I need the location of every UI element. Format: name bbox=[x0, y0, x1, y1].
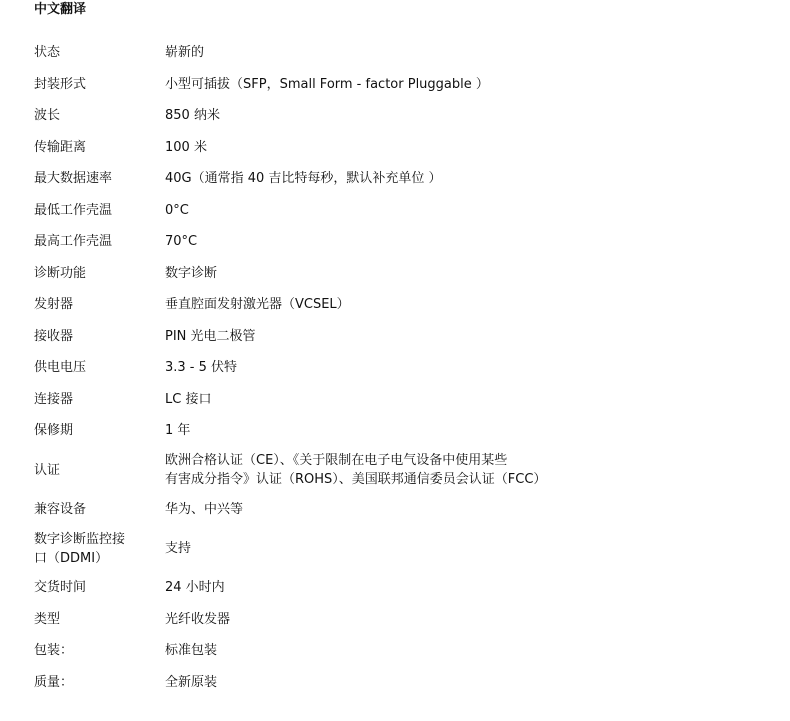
spec-value: 0°C bbox=[165, 202, 189, 218]
spec-value: LC 接口 bbox=[165, 391, 212, 407]
spec-row-diagnostics bbox=[34, 258, 774, 290]
spec-row-wavelength bbox=[34, 100, 774, 132]
spec-key: 兼容设备 bbox=[34, 501, 87, 517]
spec-table bbox=[34, 37, 774, 698]
spec-value: 小型可插拔（SFP，Small Form - factor Pluggable ） bbox=[165, 76, 489, 92]
spec-key: 最低工作壳温 bbox=[34, 202, 113, 218]
spec-row-compatibility bbox=[34, 494, 774, 526]
spec-key: 传输距离 bbox=[34, 139, 87, 155]
spec-value: 全新原装 bbox=[165, 674, 218, 690]
spec-value: 支持 bbox=[165, 541, 192, 556]
spec-row-min-temp bbox=[34, 195, 774, 227]
spec-value: 40G（通常指 40 吉比特每秒，默认补充单位 ） bbox=[165, 171, 442, 187]
spec-row-form-factor bbox=[34, 69, 774, 101]
spec-value: 崭新的 bbox=[165, 45, 205, 61]
spec-key: 交货时间 bbox=[34, 580, 87, 596]
spec-key: 最大数据速率 bbox=[34, 171, 113, 187]
spec-key: 类型 bbox=[34, 611, 61, 627]
spec-row-max-temp bbox=[34, 226, 774, 258]
spec-row-delivery bbox=[34, 572, 774, 604]
spec-key: 最高工作壳温 bbox=[34, 234, 113, 250]
spec-key: 包装： bbox=[34, 643, 74, 659]
spec-row-transmitter bbox=[34, 289, 774, 321]
spec-value: 1 年 bbox=[165, 423, 191, 439]
spec-value: 华为、中兴等 bbox=[165, 501, 244, 517]
spec-key: 供电电压 bbox=[34, 360, 87, 376]
spec-value-line: 欧洲合格认证（CE）、《关于限制在电子电气设备中使用某些 bbox=[165, 453, 508, 468]
spec-row-voltage bbox=[34, 352, 774, 384]
spec-value: 100 米 bbox=[165, 139, 207, 155]
spec-key: 状态 bbox=[34, 45, 61, 61]
spec-value: PIN 光电二极管 bbox=[165, 328, 256, 344]
spec-value: 标准包装 bbox=[165, 643, 218, 659]
spec-row-packaging bbox=[34, 635, 774, 667]
spec-row-warranty bbox=[34, 415, 774, 447]
spec-key: 波长 bbox=[34, 108, 61, 124]
spec-value bbox=[165, 451, 774, 489]
spec-value: 数字诊断 bbox=[165, 265, 218, 281]
page-title: 中文翻译 bbox=[34, 2, 87, 17]
spec-row-ddmi bbox=[34, 525, 774, 572]
spec-key: 认证 bbox=[34, 462, 61, 478]
spec-key: 接收器 bbox=[34, 328, 74, 344]
spec-key: 封装形式 bbox=[34, 76, 87, 92]
spec-value: 850 纳米 bbox=[165, 108, 220, 124]
spec-value-line: 有害成分指令》认证（ROHS）、美国联邦通信委员会认证（FCC） bbox=[165, 472, 547, 487]
spec-row-quality bbox=[34, 667, 774, 699]
spec-row-data-rate bbox=[34, 163, 774, 195]
spec-value: 24 小时内 bbox=[165, 580, 225, 596]
spec-row-receiver bbox=[34, 321, 774, 353]
spec-value: 3.3 - 5 伏特 bbox=[165, 360, 238, 376]
spec-row-status bbox=[34, 37, 774, 69]
spec-key: 质量： bbox=[34, 674, 74, 690]
spec-row-distance bbox=[34, 132, 774, 164]
spec-value: 70°C bbox=[165, 234, 198, 250]
spec-key: 保修期 bbox=[34, 423, 74, 439]
spec-key bbox=[34, 530, 165, 568]
spec-row-certification bbox=[34, 447, 774, 494]
spec-key-line: 口（DDMI） bbox=[34, 550, 109, 566]
spec-value: 光纤收发器 bbox=[165, 611, 231, 627]
spec-key: 发射器 bbox=[34, 297, 74, 313]
spec-row-connector bbox=[34, 384, 774, 416]
spec-value: 垂直腔面发射激光器（VCSEL） bbox=[165, 297, 350, 313]
spec-key: 诊断功能 bbox=[34, 265, 87, 281]
spec-row-type bbox=[34, 604, 774, 636]
spec-key: 连接器 bbox=[34, 391, 74, 407]
spec-key-line: 数字诊断监控接 bbox=[34, 531, 126, 547]
